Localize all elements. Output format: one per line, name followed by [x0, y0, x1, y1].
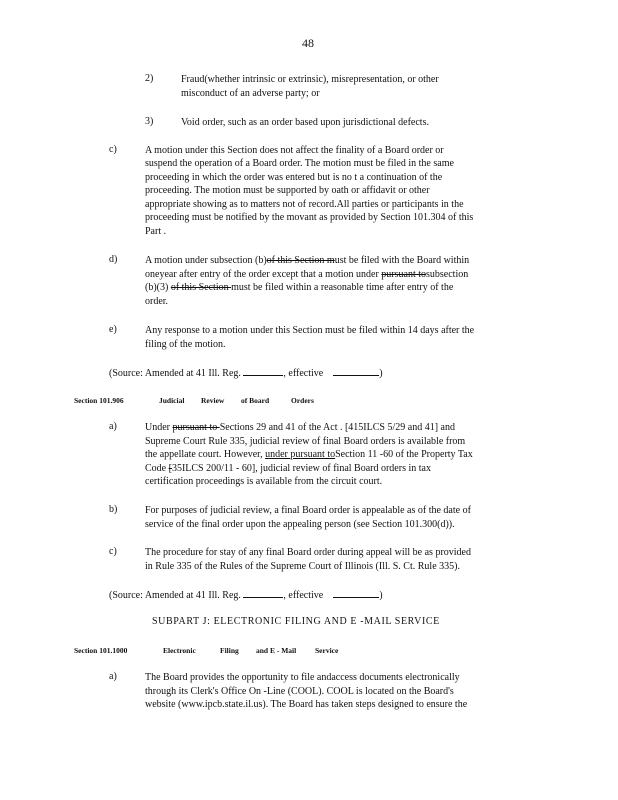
text-line — [145, 448, 473, 462]
struck-text: pursuant to — [290, 449, 336, 460]
text-line: A motion under this Section does not affect the finality of a Board order or — [145, 145, 444, 156]
text-segment: , effective — [283, 590, 324, 601]
text-segment: oneyear after entry of the order except that a motion under — [145, 269, 382, 280]
text-line: proceeding in which the order was entered but is no t a continuation of the — [145, 172, 443, 183]
text-segment: (Source: Amended at 41 Ill. Reg. — [109, 368, 241, 379]
text-segment: Under — [145, 422, 173, 433]
text-line: filing of the motion. — [145, 339, 226, 350]
text-line: website (www.ipcb.state.il.us). The Board has taken steps designed to ensure the — [145, 699, 468, 710]
text-line: Part . — [145, 226, 167, 237]
text-segment: Section 11 -60 of the Property Tax — [335, 449, 473, 460]
item-letter: c) — [109, 144, 117, 155]
text-line: certification proceedings is available from the circuit court. — [145, 476, 383, 487]
text-line: through its Clerk's Office On -Line (COOL). COOL is located on the Board's — [145, 686, 454, 697]
text-line: order. — [145, 296, 169, 307]
text-line: For purposes of judicial review, a final Board order is appealable as of the date of — [145, 505, 471, 516]
text-line: appropriate showing as to matters not of record.All parties or participants in the — [145, 199, 464, 210]
item-letter: e) — [109, 324, 117, 335]
text-segment: (Source: Amended at 41 Ill. Reg. — [109, 590, 241, 601]
text-line — [145, 254, 469, 268]
section-title-word: Electronic — [163, 646, 196, 655]
text-segment: ) — [379, 368, 383, 379]
text-line: in Rule 335 of the Rules of the Supreme Court of Illinois (Ill. S. Ct. Rule 335). — [145, 561, 460, 572]
blank-line — [243, 366, 283, 376]
struck-text: pursuant to — [172, 422, 220, 433]
section-title-word: Filing — [220, 646, 239, 655]
struck-text: pursuant to — [381, 269, 427, 280]
text-line — [145, 281, 453, 295]
section-title-word: Service — [315, 646, 339, 655]
section-number: Section 101.1000 — [74, 646, 128, 655]
blank-line — [333, 366, 379, 376]
section-title-word: Judicial — [159, 396, 185, 405]
item-letter: c) — [109, 546, 117, 557]
text-segment: ) — [379, 590, 383, 601]
text-segment: the appellate court. However, — [145, 449, 266, 460]
source-note — [109, 366, 383, 381]
page-number: 48 — [302, 36, 314, 50]
section-title-word: Orders — [291, 396, 314, 405]
section-title-word: Review — [201, 396, 225, 405]
text-segment: ust be filed with the Board within — [334, 255, 470, 266]
section-title-word: of Board — [241, 396, 270, 405]
text-line: Supreme Court Rule 335, judicial review of final Board orders is available from — [145, 436, 466, 447]
text-line — [145, 421, 455, 435]
text-segment: must be filed within a reasonable time after entry of the — [231, 282, 454, 293]
item-letter: a) — [109, 671, 117, 682]
text-line: Void order, such as an order based upon jurisdictional defects. — [181, 117, 429, 128]
section-number: Section 101.906 — [74, 396, 124, 405]
text-line — [145, 268, 468, 282]
item-number: 3) — [145, 116, 154, 127]
text-line: service of the final order upon the appealing person (see Section 101.300(d)). — [145, 519, 455, 530]
item-letter: d) — [109, 254, 118, 265]
text-segment: Sections 29 and 41 of the Act . [415ILCS 5/29 and 41] and — [219, 422, 455, 433]
text-segment: subsection — [426, 269, 469, 280]
struck-text: [ — [168, 463, 172, 474]
text-line: suspend the operation of a Board order. The motion must be filed in the same — [145, 158, 454, 169]
text-line: Any response to a motion under this Section must be filed within 14 days after the — [145, 325, 475, 336]
text-line — [145, 462, 431, 476]
source-note — [109, 588, 383, 603]
item-letter: b) — [109, 504, 118, 515]
section-title-word: and E - Mail — [256, 646, 297, 655]
text-line: The procedure for stay of any final Board order during appeal will be as provided — [145, 547, 471, 558]
text-line: proceeding. The motion must be supported by oath or affidavit or other — [145, 185, 430, 196]
text-line: Fraud(whether intrinsic or extrinsic), misrepresentation, or other — [181, 74, 439, 85]
blank-line — [333, 588, 379, 598]
item-number: 2) — [145, 73, 154, 84]
struck-text: of this Section — [170, 282, 232, 293]
blank-line — [243, 588, 283, 598]
item-letter: a) — [109, 421, 117, 432]
text-line: proceeding must be notified by the movant as provided by Section 101.304 of this — [145, 212, 474, 223]
text-line: The Board provides the opportunity to file andaccess documents electronically — [145, 672, 460, 683]
text-segment: 35ILCS 200/11 - 60], judicial review of final Board orders in tax — [171, 463, 431, 474]
text-segment: Code — [145, 463, 169, 474]
text-line: misconduct of an adverse party; or — [181, 88, 320, 99]
struck-text: of this Section m — [266, 255, 335, 266]
underlined-text: under — [265, 449, 291, 460]
text-segment: , effective — [283, 368, 324, 379]
text-segment: A motion under subsection (b) — [145, 255, 267, 266]
text-segment: (b)(3) — [145, 282, 171, 293]
subpart-heading: SUBPART J: ELECTRONIC FILING AND E -MAIL SERVICE — [152, 616, 440, 627]
